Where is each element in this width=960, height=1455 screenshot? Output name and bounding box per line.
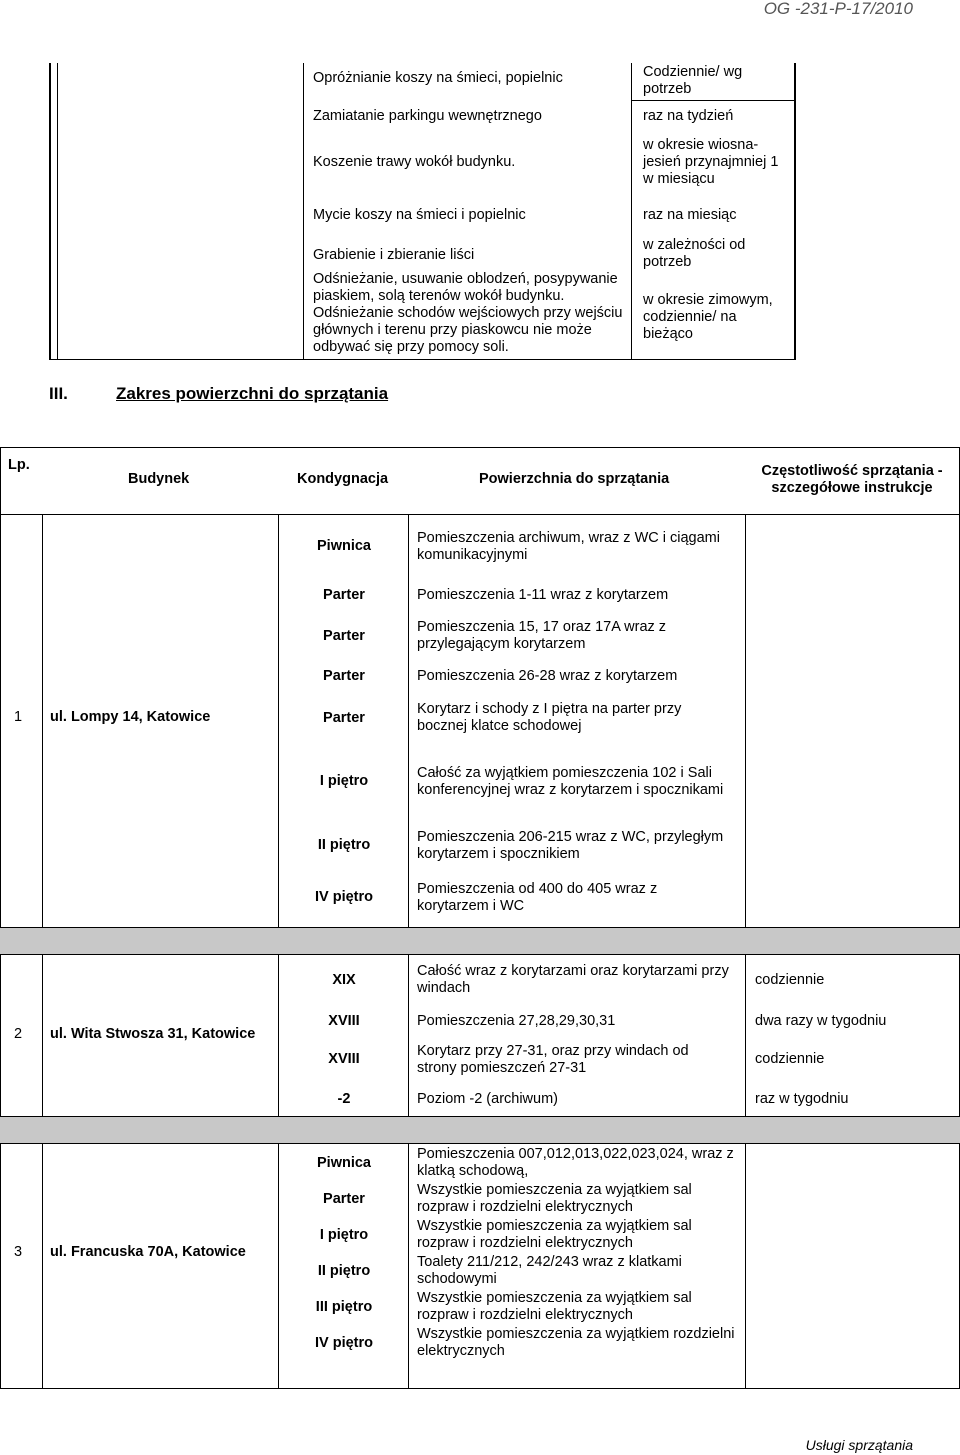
floor-label: Piwnica — [317, 1155, 371, 1171]
frequency-label: codziennie — [755, 972, 825, 988]
frequency-label: w zależności od potrzeb — [643, 237, 746, 270]
task-label: Opróżnianie koszy na śmieci, popielnic — [313, 70, 563, 86]
floor-label: Parter — [323, 1191, 365, 1207]
building-name: ul. Wita Stwosza 31, Katowice — [50, 1026, 256, 1042]
frequency-label: raz w tygodniu — [755, 1091, 849, 1107]
footer-text: Usługi sprzątania — [805, 1437, 913, 1453]
area-label: Pomieszczenia 26-28 wraz z korytarzem — [417, 668, 678, 684]
floor-label: Parter — [323, 628, 365, 644]
floor-label: I piętro — [319, 1227, 369, 1243]
floor-label: II piętro — [317, 837, 371, 853]
frequency-label: raz na tydzień — [643, 108, 734, 124]
header-budynek: Budynek — [128, 471, 190, 487]
frequency-label: w okresie wiosna-jesień przynajmniej 1 w miesiącu — [643, 137, 779, 187]
floor-label: IV piętro — [314, 1335, 373, 1351]
header-czestotliwosc: Częstotliwość sprzątania - szczegółowe instrukcje — [761, 463, 943, 496]
frequency-label: codziennie — [755, 1051, 825, 1067]
area-label: Pomieszczenia 1-11 wraz z korytarzem — [417, 587, 669, 603]
floor-label: Parter — [323, 587, 365, 603]
floor-label: Parter — [323, 668, 365, 684]
area-label: Korytarz i schody z I piętra na parter przy bocznej klatce schodowej — [417, 701, 682, 734]
area-label: Poziom -2 (archiwum) — [417, 1091, 558, 1107]
floor-label: -2 — [337, 1091, 351, 1107]
floor-label: XIX — [332, 972, 356, 988]
frequency-label: dwa razy w tygodniu — [755, 1013, 887, 1029]
header-kondygnacja: Kondygnacja — [297, 471, 389, 487]
building-name: ul. Lompy 14, Katowice — [50, 709, 211, 725]
area-label: Pomieszczenia 206-215 wraz z WC, przyległym korytarzem i spocznikiem — [417, 829, 724, 862]
group-lp: 1 — [14, 709, 23, 725]
area-label: Pomieszczenia 007,012,013,022,023,024, wraz z klatką schodową, — [417, 1146, 734, 1179]
floor-label: IV piętro — [314, 889, 373, 905]
task-label: Koszenie trawy wokół budynku. — [313, 154, 516, 170]
area-label: Wszystkie pomieszczenia za wyjątkiem sal rozpraw i rozdzielni elektrycznych — [417, 1218, 692, 1251]
area-label: Pomieszczenia 27,28,29,30,31 — [417, 1013, 616, 1029]
task-label: Odśnieżanie, usuwanie oblodzeń, posypywanie piaskiem, solą terenów wokół budynku. Odśnieżanie schodów wejściowych przy wejściu głównych i terenu przy piaskowcu nie może odbywać się przy pomocy soli. — [313, 271, 623, 355]
frequency-label: w okresie zimowym, codziennie/ na bieżąco — [643, 292, 773, 342]
area-label: Pomieszczenia 15, 17 oraz 17A wraz z przylegającym korytarzem — [417, 619, 667, 652]
area-label: Wszystkie pomieszczenia za wyjątkiem sal rozpraw i rozdzielni elektrycznych — [417, 1290, 692, 1323]
floor-label: III piętro — [315, 1299, 373, 1315]
area-label: Toalety 211/212, 242/243 wraz z klatkami schodowymi — [417, 1254, 682, 1287]
task-label: Zamiatanie parkingu wewnętrznego — [313, 108, 542, 124]
floor-label: Piwnica — [317, 538, 371, 554]
task-label: Mycie koszy na śmieci i popielnic — [313, 207, 526, 223]
section-title: Zakres powierzchni do sprzątania — [116, 384, 389, 403]
group-lp: 3 — [14, 1244, 23, 1260]
floor-label: II piętro — [317, 1263, 371, 1279]
area-label: Wszystkie pomieszczenia za wyjątkiem sal rozpraw i rozdzielni elektrycznych — [417, 1182, 692, 1215]
header-lp: Lp. — [8, 457, 30, 473]
building-name: ul. Francuska 70A, Katowice — [50, 1244, 246, 1260]
area-label: Pomieszczenia archiwum, wraz z WC i ciągami komunikacyjnymi — [417, 530, 720, 563]
area-label: Całość wraz z korytarzami oraz korytarzami przy windach — [417, 963, 729, 996]
task-label: Grabienie i zbieranie liści — [313, 247, 475, 263]
header-powierzchnia: Powierzchnia do sprzątania — [479, 471, 670, 487]
floor-label: Parter — [323, 710, 365, 726]
frequency-label: Codziennie/ wg potrzeb — [643, 64, 743, 97]
document-code: OG -231-P-17/2010 — [763, 0, 913, 18]
area-label: Całość za wyjątkiem pomieszczenia 102 i Sali konferencyjnej wraz z korytarzem i spocznikami — [417, 765, 724, 798]
group-lp: 2 — [14, 1026, 23, 1042]
frequency-label: raz na miesiąc — [643, 207, 737, 223]
section-number: III. — [49, 384, 68, 403]
area-label: Korytarz przy 27-31, oraz przy windach od strony pomieszczeń 27-31 — [417, 1043, 689, 1076]
floor-label: I piętro — [319, 773, 369, 789]
area-label: Wszystkie pomieszczenia za wyjątkiem rozdzielni elektrycznych — [417, 1326, 735, 1359]
floor-label: XVIII — [328, 1051, 360, 1067]
area-label: Pomieszczenia od 400 do 405 wraz z korytarzem i WC — [417, 881, 658, 914]
floor-label: XVIII — [328, 1013, 360, 1029]
